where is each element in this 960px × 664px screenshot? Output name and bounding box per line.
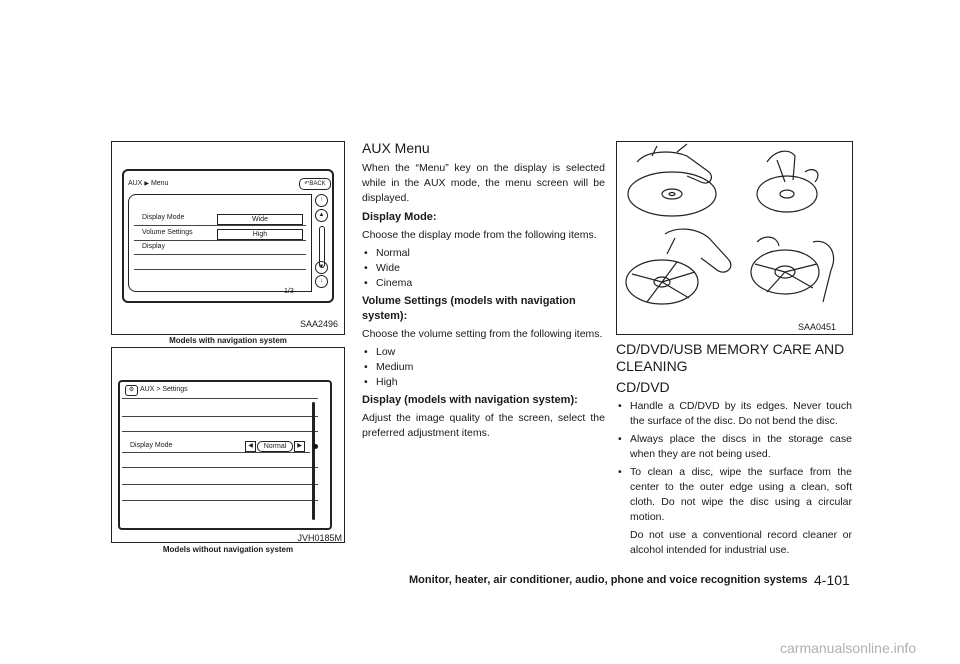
row-label-volume-settings[interactable]: Volume Settings — [142, 229, 193, 236]
display-text: Adjust the image quality of the screen, select the preferred adjustment items. — [362, 412, 605, 439]
figure-disc-handling — [616, 141, 853, 335]
care-title: CD/DVD/USB MEMORY CARE AND CLEANING — [616, 341, 845, 374]
figure-code: SAA2496 — [299, 319, 338, 329]
list-item: • Medium — [362, 360, 605, 375]
list-item: • Cinema — [362, 276, 605, 291]
figure-caption: Models without navigation system — [162, 545, 294, 554]
page-indicator: 1/3 — [284, 288, 294, 295]
right-arrow-icon[interactable]: ▶ — [294, 441, 305, 452]
row-divider — [134, 269, 306, 270]
row-divider — [122, 398, 318, 399]
row-value-display-mode[interactable]: Wide — [217, 214, 303, 225]
row-divider — [134, 254, 306, 255]
figure-navigation-aux-menu — [111, 141, 345, 335]
header-arrow-icon: ▶ — [144, 181, 149, 187]
list-item: • High — [362, 375, 605, 390]
header-aux: AUX — [128, 180, 143, 187]
list-item: • Low — [362, 345, 605, 360]
screen-bezel — [118, 380, 332, 530]
watermark: carmanualsonline.info — [780, 640, 917, 656]
row-divider — [122, 452, 310, 453]
display-mode-heading: Display Mode: — [362, 211, 437, 223]
care-subtitle: CD/DVD — [616, 379, 670, 395]
scroll-position-indicator[interactable] — [313, 444, 318, 449]
scroll-top-icon[interactable]: ↑ — [315, 194, 328, 207]
menu-header — [128, 180, 168, 187]
settings-header: AUX > Settings — [140, 386, 188, 393]
row-divider — [122, 500, 318, 501]
list-item: • Wide — [362, 261, 605, 276]
care-note: Do not use a conventional record cleaner or alcohol intended for industrial use. — [630, 529, 852, 556]
row-divider — [122, 431, 318, 432]
row-value-volume-settings[interactable]: High — [217, 229, 303, 240]
row-divider — [134, 240, 306, 241]
figure-caption: Models with navigation system — [169, 336, 287, 345]
back-icon: ↶ — [304, 181, 310, 187]
row-divider — [122, 467, 318, 468]
scrollbar-track[interactable] — [312, 402, 315, 520]
disc-icon — [628, 172, 716, 216]
header-menu: Menu — [150, 180, 169, 187]
scroll-down-icon[interactable]: ▼ — [315, 261, 328, 274]
row-label-display[interactable]: Display — [142, 243, 165, 250]
row-label-display-mode[interactable]: Display Mode — [130, 442, 173, 449]
row-label-display-mode[interactable]: Display Mode — [142, 214, 185, 221]
figure-code: JVH0185M — [297, 533, 342, 543]
aux-menu-section — [362, 141, 605, 441]
back-label: BACK — [309, 181, 326, 187]
left-arrow-icon[interactable]: ◀ — [245, 441, 256, 452]
intro-paragraph: When the “Menu” key on the display is selected while in the AUX mode, the menu screen will be displayed. — [362, 162, 605, 204]
settings-icon: ⚙ — [125, 385, 138, 396]
back-button[interactable] — [299, 178, 331, 190]
disc-handling-illustration — [617, 142, 852, 322]
list-item: • Handle a CD/DVD by its edges. Never touch the surface of the disc. Do not bend the disc. — [616, 399, 852, 429]
display-mode-text: Choose the display mode from the following items. — [362, 229, 597, 241]
scroll-bottom-icon[interactable]: ↓ — [315, 275, 328, 288]
row-divider — [122, 416, 318, 417]
footer-section-title: Monitor, heater, air conditioner, audio, phone and voice recognition systems — [409, 574, 808, 586]
row-divider — [134, 225, 306, 226]
section-title: AUX Menu — [362, 140, 430, 156]
disc-icon — [757, 176, 817, 212]
figure-code: SAA0451 — [797, 322, 836, 332]
figure-aux-settings — [111, 347, 345, 543]
list-item: • Normal — [362, 246, 605, 261]
row-divider — [122, 484, 318, 485]
volume-text: Choose the volume setting from the following items. — [362, 328, 603, 340]
row-value-display-mode[interactable]: Normal — [257, 441, 293, 452]
scroll-up-icon[interactable]: ▲ — [315, 209, 328, 222]
list-item: • To clean a disc, wipe the surface from the center to the outer edge using a clean, soft cloth. Do not wipe the disc using a circular motion. — [616, 465, 852, 525]
page-number: 4-101 — [814, 572, 850, 588]
volume-heading: Volume Settings (models with navigation system): — [362, 295, 576, 322]
list-item: • Always place the discs in the storage case when they are not being used. — [616, 432, 852, 462]
display-heading: Display (models with navigation system): — [362, 394, 578, 406]
care-section — [616, 341, 852, 558]
